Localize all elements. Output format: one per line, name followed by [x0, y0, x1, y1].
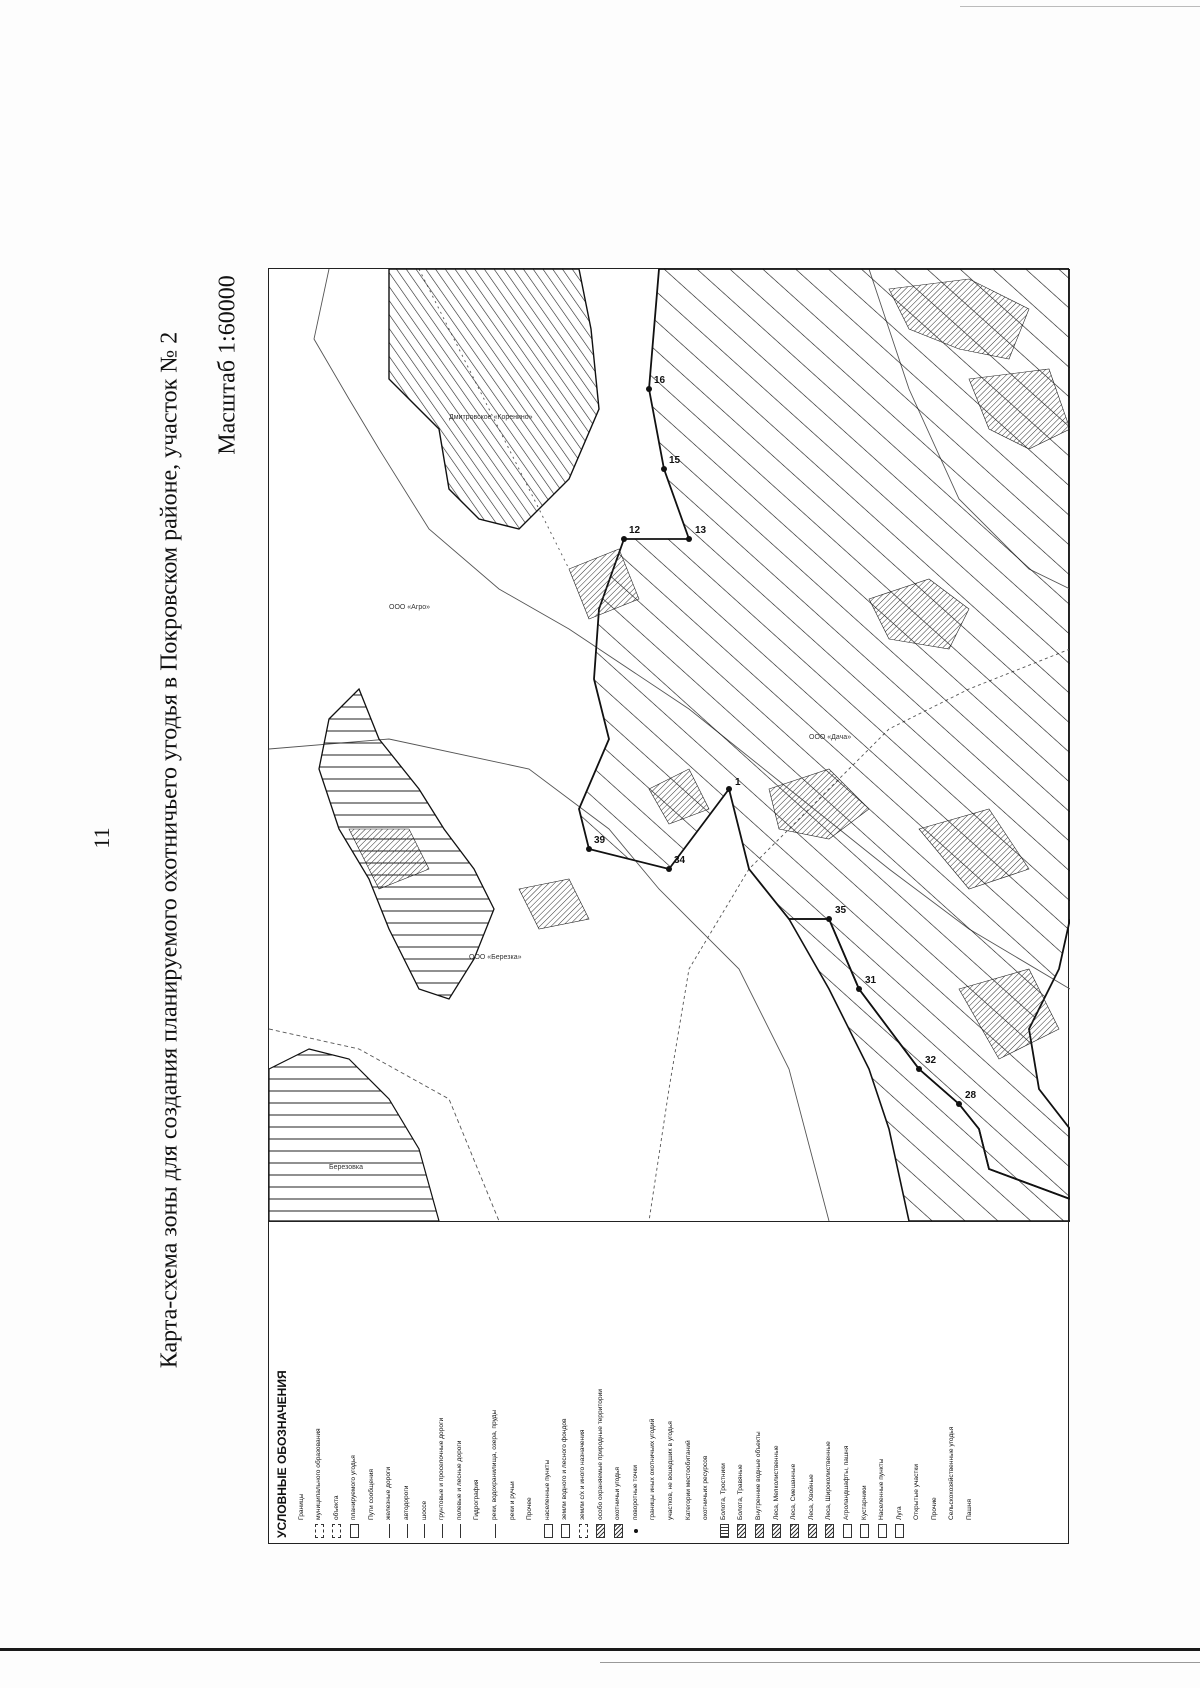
- legend-item-label: Болота, Тростники: [719, 1463, 727, 1520]
- legend-symbol-icon: [332, 1524, 341, 1538]
- legend-item-label: Леса, Хвойные: [807, 1474, 815, 1520]
- legend-item: [557, 1230, 575, 1538]
- scan-edge-bottom: [0, 1648, 1200, 1651]
- legend-symbol-icon: [579, 1524, 588, 1538]
- legend-symbol-icon: [931, 1524, 940, 1538]
- legend-item-label: железные дороги: [385, 1466, 393, 1520]
- legend-item: [838, 1230, 856, 1538]
- legend-item-label: грунтовые и проселочные дороги: [438, 1417, 446, 1520]
- place-label-agro: ООО «Агро»: [389, 604, 431, 611]
- point-label-15: 15: [669, 455, 681, 466]
- legend-symbol-icon: [389, 1524, 390, 1538]
- legend-symbol-icon: [315, 1524, 324, 1538]
- legend-item-label: Пашня: [966, 1499, 974, 1520]
- legend-item: [522, 1230, 540, 1538]
- legend-item-label: планируемого угодья: [350, 1455, 358, 1520]
- legend-item-label: Населенные пункты: [878, 1458, 886, 1520]
- point-label-16: 16: [654, 375, 666, 386]
- legend-item: [434, 1230, 452, 1538]
- legend-item: [416, 1230, 434, 1538]
- point-label-28: 28: [965, 1090, 977, 1101]
- legend-symbol-icon: [790, 1524, 799, 1538]
- legend-item: [856, 1230, 874, 1538]
- legend-rows: [293, 1230, 979, 1538]
- legend-item: [962, 1230, 980, 1538]
- legend-item: [293, 1230, 311, 1538]
- legend-symbol-icon: [526, 1524, 535, 1538]
- other-ground-bottom: [269, 1049, 439, 1221]
- legend-item-label: охотничьих ресурсов: [702, 1455, 710, 1520]
- legend-item: [328, 1230, 346, 1538]
- place-label-berezovka: Березовка: [329, 1164, 363, 1171]
- legend-symbol-icon: [825, 1524, 834, 1538]
- legend-item-label: особо охраняемые природные территории: [596, 1389, 604, 1520]
- legend-symbol-icon: [350, 1524, 359, 1538]
- legend-item-label: автодороги: [403, 1485, 411, 1520]
- legend-item-label: Внутренние водные объекты: [754, 1431, 762, 1520]
- legend-item: [381, 1230, 399, 1538]
- legend-symbol-icon: [495, 1524, 496, 1538]
- legend-item: [487, 1230, 505, 1538]
- legend-item-label: Категории местообитаний: [684, 1440, 692, 1520]
- place-label-berezka: ООО «Березка»: [469, 954, 522, 961]
- legend-item: [346, 1230, 364, 1538]
- legend-item-label: Леса, Смешанные: [790, 1463, 798, 1520]
- legend-symbol-icon: [596, 1524, 605, 1538]
- legend-item: [575, 1230, 593, 1538]
- legend-item-label: полевые и лесные дороги: [455, 1440, 463, 1520]
- legend-symbol-icon: [667, 1524, 676, 1538]
- legend-item-label: земли водного и лесного фондов: [561, 1418, 569, 1520]
- legend-symbol-icon: [843, 1524, 852, 1538]
- legend-symbol-icon: [895, 1524, 904, 1538]
- legend-item: [662, 1230, 680, 1538]
- legend-title: УСЛОВНЫЕ ОБОЗНАЧЕНИЯ: [275, 1370, 289, 1538]
- legend-item: [768, 1230, 786, 1538]
- legend-symbol-icon: [649, 1524, 658, 1538]
- scan-edge-bottom-thin: [600, 1662, 1200, 1663]
- legend-symbol-icon: [684, 1524, 693, 1538]
- legend-item: [539, 1230, 557, 1538]
- scan-edge-top: [960, 6, 1200, 7]
- page-title: Карта-схема зоны для создания планируемого охотничьего угодья в Покровском районе, участок № 2: [156, 331, 183, 1369]
- legend-item-label: Гидрография: [473, 1479, 481, 1520]
- legend-item-label: участков, не вошедших в угодья: [666, 1421, 674, 1520]
- legend-item-label: Луга: [895, 1506, 903, 1520]
- legend-symbol-icon: [755, 1524, 764, 1538]
- legend-item: [504, 1230, 522, 1538]
- legend-item: [451, 1230, 469, 1538]
- point-label-35: 35: [835, 905, 847, 916]
- legend-symbol-icon: [544, 1524, 553, 1538]
- point-label-13: 13: [695, 525, 707, 536]
- legend-item-label: поворотные точки: [631, 1465, 639, 1520]
- legend-item-label: Сельскохозяйственные угодья: [948, 1426, 956, 1520]
- legend-symbol-icon: [772, 1524, 781, 1538]
- legend-symbol-icon: [407, 1524, 408, 1538]
- legend-symbol-icon: [561, 1524, 570, 1538]
- legend-symbol-icon: [966, 1524, 975, 1538]
- legend-symbol-icon: [860, 1524, 869, 1538]
- legend-item: [645, 1230, 663, 1538]
- legend-item-label: Границы: [297, 1493, 305, 1520]
- legend-item-label: Прочие: [930, 1497, 938, 1520]
- legend-content: [269, 1222, 1070, 1546]
- place-label-dmitrovskoe: Дмитровское «Коренино»: [449, 414, 533, 421]
- legend-item: [399, 1230, 417, 1538]
- legend-item-label: Прочее: [526, 1497, 534, 1520]
- legend-item-label: объекта: [332, 1495, 340, 1520]
- legend-item: [698, 1230, 716, 1538]
- legend-item-label: реки, водохранилища, озера, пруды: [491, 1409, 499, 1520]
- legend-symbol-icon: [720, 1524, 729, 1538]
- legend-symbol-icon: [632, 1524, 641, 1538]
- legend-item-label: охотничьи угодья: [614, 1466, 622, 1520]
- legend-item: [786, 1230, 804, 1538]
- legend-symbol-icon: [913, 1524, 922, 1538]
- point-label-31: 31: [865, 975, 877, 986]
- legend-symbol-icon: [702, 1524, 711, 1538]
- point-label-12: 12: [629, 525, 641, 536]
- legend-item-label: границы иных охотничьих угодий: [649, 1418, 657, 1520]
- legend-item-label: земли с/х и иного назначения: [579, 1429, 586, 1520]
- point-label-39: 39: [594, 835, 606, 846]
- legend-symbol-icon: [297, 1524, 306, 1538]
- legend-item: [715, 1230, 733, 1538]
- legend-item: [944, 1230, 962, 1538]
- legend-item: [363, 1230, 381, 1538]
- legend-item-label: шоссе: [420, 1500, 428, 1520]
- legend-symbol-icon: [424, 1524, 425, 1538]
- legend-item-label: населенные пункты: [543, 1459, 551, 1520]
- legend-item: [909, 1230, 927, 1538]
- legend-item: [311, 1230, 329, 1538]
- legend-symbol-icon: [473, 1524, 482, 1538]
- legend-item-label: Леса, Мелколиственные: [772, 1445, 780, 1520]
- legend-item-label: реки и ручьи: [508, 1481, 516, 1520]
- legend-item: [821, 1230, 839, 1538]
- point-label-1: 1: [735, 777, 741, 788]
- map-scale: Масштаб 1:60000: [214, 275, 241, 455]
- point-label-34: 34: [674, 855, 686, 866]
- legend-item: [469, 1230, 487, 1538]
- legend-symbol-icon: [614, 1524, 623, 1538]
- legend-item-label: Болота, Травяные: [737, 1464, 745, 1520]
- legend-symbol-icon: [508, 1524, 517, 1538]
- place-label-dacha: ООО «Дача»: [809, 734, 852, 741]
- legend-symbol-icon: [460, 1524, 461, 1538]
- legend-item: [680, 1230, 698, 1538]
- map-legend: [269, 1221, 1070, 1545]
- legend-item: [874, 1230, 892, 1538]
- other-ground-dmitrovskoe: [389, 269, 599, 529]
- page-number: 11: [89, 827, 114, 849]
- legend-item: [610, 1230, 628, 1538]
- legend-symbol-icon: [948, 1524, 957, 1538]
- legend-item: [750, 1230, 768, 1538]
- legend-item: [926, 1230, 944, 1538]
- legend-item: [627, 1230, 645, 1538]
- legend-item-label: Агроландшафты, пашня: [842, 1445, 850, 1520]
- legend-symbol-icon: [368, 1524, 377, 1538]
- legend-item-label: Пути сообщения: [367, 1469, 375, 1520]
- legend-item: [733, 1230, 751, 1538]
- legend-symbol-icon: [737, 1524, 746, 1538]
- legend-symbol-icon: [878, 1524, 887, 1538]
- map-canvas: [269, 269, 1070, 1221]
- legend-item-label: Леса, Широколиственные: [825, 1441, 833, 1520]
- legend-item: [592, 1230, 610, 1538]
- legend-item-label: Открытые участки: [913, 1464, 921, 1520]
- legend-item: [891, 1230, 909, 1538]
- legend-item: [803, 1230, 821, 1538]
- legend-symbol-icon: [442, 1524, 443, 1538]
- legend-item-label: Кустарники: [860, 1485, 868, 1520]
- legend-symbol-icon: [808, 1524, 817, 1538]
- map-frame: [268, 268, 1069, 1544]
- point-label-32: 32: [925, 1055, 937, 1066]
- legend-item-label: муниципального образования: [315, 1428, 323, 1520]
